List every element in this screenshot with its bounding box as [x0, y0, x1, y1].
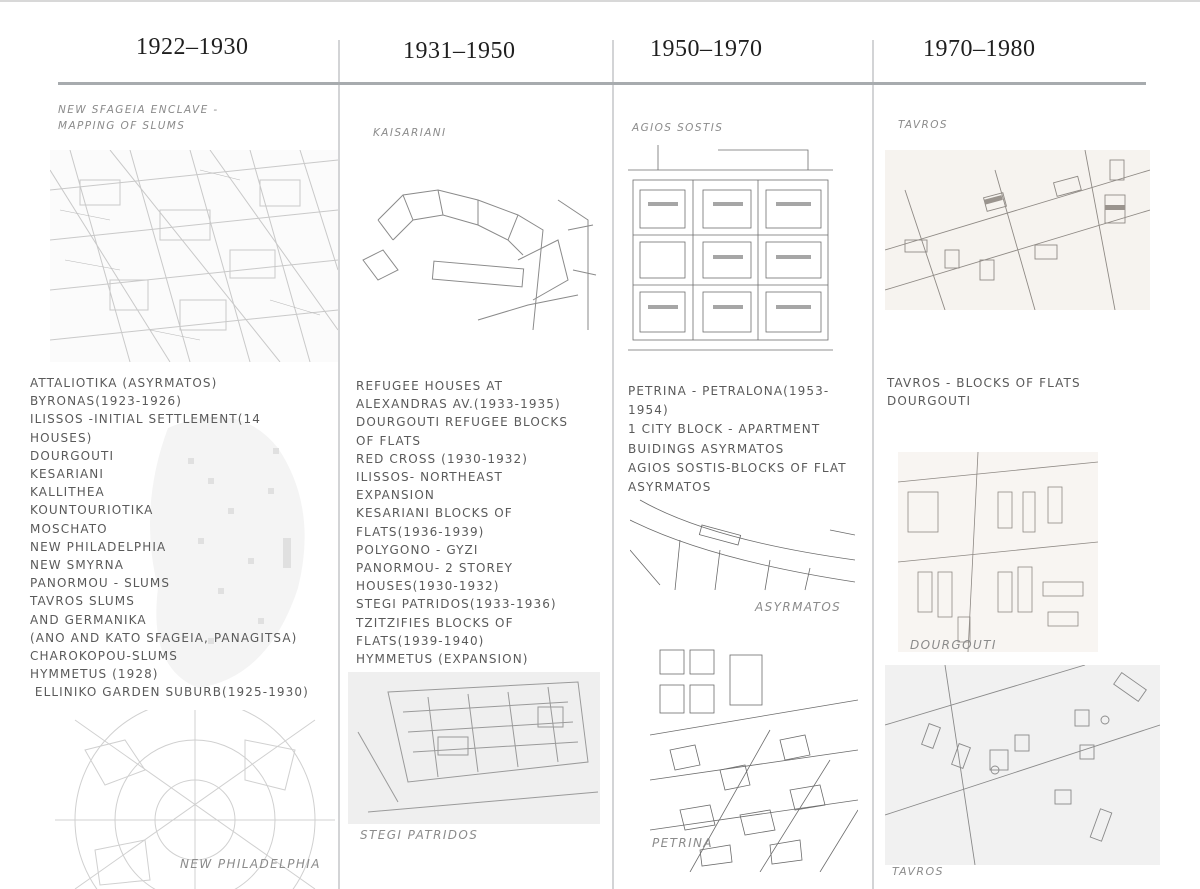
list-item: PANORMOU- 2 STOREY — [356, 561, 514, 576]
list-item: 1954) — [628, 403, 669, 418]
list-item: BYRONAS(1923-1926) — [30, 394, 183, 409]
list-item: EXPANSION — [356, 488, 435, 503]
list-item: KESARIANI BLOCKS OF — [356, 506, 513, 521]
column-divider — [338, 40, 340, 889]
list-item: ATTALIOTIKA (ASYRMATOS) — [30, 376, 218, 390]
header-rule — [58, 82, 1146, 85]
caption-petrina: PETRINA — [652, 836, 714, 850]
list-item: ASYRMATOS — [628, 480, 712, 495]
caption-sfageia-enclave: NEW SFAGEIA ENCLAVE - MAPPING OF SLUMS — [58, 104, 219, 132]
list-item: RED CROSS (1930-1932) — [356, 451, 529, 466]
list-item: KESARIANI — [30, 467, 105, 482]
caption-kaisariani: KAISARIANI — [373, 127, 447, 139]
caption-asyrmatos: ASYRMATOS — [755, 600, 842, 614]
map-asyrmatos — [630, 490, 855, 595]
caption-dourgouti: DOURGOUTI — [910, 638, 997, 652]
period-heading-4: 1970–1980 — [923, 36, 1036, 62]
list-item: NEW PHILADELPHIA — [30, 539, 167, 554]
list-item: FLATS(1936-1939) — [356, 524, 485, 539]
list-item: PANORMOU - SLUMS — [30, 576, 171, 591]
top-border — [0, 0, 1200, 2]
list-item: 1 CITY BLOCK - APARTMENT — [628, 422, 821, 437]
list-item: OF FLATS — [356, 433, 422, 448]
period-heading-1: 1922–1930 — [136, 34, 249, 60]
list-item: BUIDINGS ASYRMATOS — [628, 441, 785, 456]
list-1970-1980 — [887, 374, 1081, 410]
list-item: REFUGEE HOUSES AT — [356, 379, 504, 393]
list-item: HOUSES(1930-1932) — [356, 579, 500, 594]
list-item: TAVROS SLUMS — [30, 594, 135, 609]
list-item: ILISSOS- NORTHEAST — [356, 470, 503, 485]
column-divider — [612, 40, 614, 889]
list-item: TZITZIFIES BLOCKS OF — [356, 615, 514, 630]
list-item: HYMMETUS (1928) — [30, 667, 159, 682]
caption-agios-sostis: AGIOS SOSTIS — [632, 122, 724, 134]
list-item: ALEXANDRAS AV.(1933-1935) — [356, 397, 561, 412]
caption-stegi-patridos: STEGI PATRIDOS — [360, 828, 479, 842]
list-item: MOSCHATO — [30, 521, 108, 536]
caption-new-philadelphia: NEW PHILADELPHIA — [180, 857, 321, 871]
list-item: KALLITHEA — [30, 485, 105, 500]
list-item: KOUNTOURIOTIKA — [30, 503, 154, 518]
list-item: HOUSES) — [30, 430, 93, 445]
map-dourgouti — [898, 452, 1098, 652]
list-item: ILISSOS -INITIAL SETTLEMENT(14 — [30, 412, 261, 427]
list-1922-1930 — [30, 374, 309, 702]
list-item: HYMMETUS (EXPANSION) — [356, 652, 529, 667]
list-item: DOURGOUTI — [887, 394, 972, 409]
list-item: NEW SMYRNA — [30, 558, 125, 573]
list-1950-1970 — [628, 382, 847, 497]
map-agios-sostis — [628, 140, 833, 362]
map-kaisariani — [358, 180, 598, 340]
list-item: CHAROKOPOU-SLUMS — [30, 649, 178, 664]
list-item: STEGI PATRIDOS(1933-1936) — [356, 597, 557, 612]
column-divider — [872, 40, 874, 889]
map-tavros-top — [885, 150, 1150, 310]
list-item: FLATS(1939-1940) — [356, 633, 485, 648]
caption-tavros-top: TAVROS — [898, 119, 948, 131]
map-tavros-bottom — [885, 665, 1160, 865]
period-heading-3: 1950–1970 — [650, 36, 763, 62]
list-item: TAVROS - BLOCKS OF FLATS — [887, 376, 1081, 390]
list-item: PETRINA - PETRALONA(1953- — [628, 384, 830, 398]
caption-tavros-bottom: TAVROS — [892, 865, 944, 878]
period-heading-2: 1931–1950 — [403, 38, 516, 64]
list-item: DOURGOUTI — [30, 448, 115, 463]
list-item: AGIOS SOSTIS-BLOCKS OF FLAT — [628, 460, 847, 475]
list-item: DOURGOUTI REFUGEE BLOCKS — [356, 415, 569, 430]
list-item: AND GERMANIKA — [30, 612, 147, 627]
map-new-sfageia — [50, 150, 338, 362]
list-item: POLYGONO - GYZI — [356, 542, 479, 557]
list-item: (ANO AND KATO SFAGEIA, PANAGITSA) — [30, 630, 298, 645]
list-item: ELLINIKO GARDEN SUBURB(1925-1930) — [30, 685, 309, 700]
list-1931-1950 — [356, 377, 568, 668]
map-stegi-patridos — [348, 672, 600, 824]
